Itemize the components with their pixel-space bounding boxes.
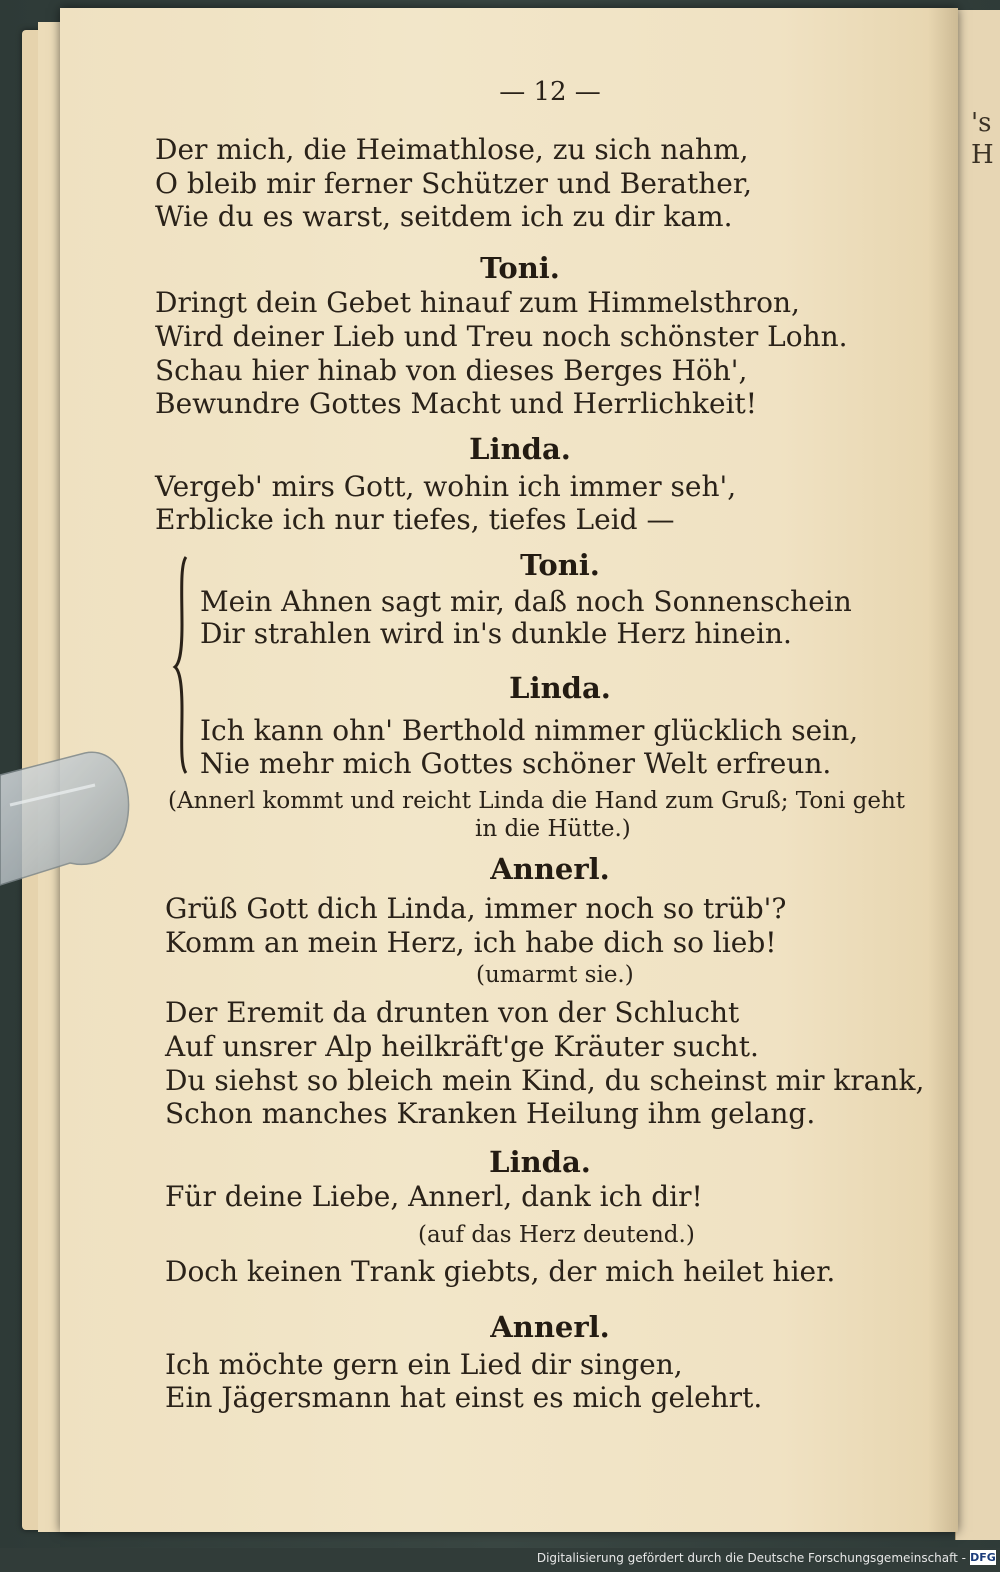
verse-line: Nie mehr mich Gottes schöner Welt erfreun. (200, 747, 832, 780)
speaker-heading: Linda. (469, 432, 571, 466)
verse-line: O bleib mir ferner Schützer und Berather, (155, 167, 753, 200)
stage-direction: in die Hütte.) (475, 816, 631, 842)
verse-line: Wird deiner Lieb und Treu noch schönster Lohn. (155, 320, 848, 353)
verse-line: Schau hier hinab von dieses Berges Höh', (155, 354, 748, 387)
speaker-heading: Toni. (480, 251, 560, 285)
page-number: — 12 — (499, 77, 601, 107)
verse-line: Mein Ahnen sagt mir, daß noch Sonnenschein (200, 585, 852, 618)
verse-line: Dringt dein Gebet hinauf zum Himmelsthron, (155, 286, 800, 319)
verse-line: Ein Jägersmann hat einst es mich gelehrt. (165, 1381, 763, 1414)
speaker-heading: Linda. (489, 1145, 591, 1179)
stage-direction: (auf das Herz deutend.) (418, 1222, 695, 1248)
funding-notice: Digitalisierung gefördert durch die Deutsche Forschungsgemeinschaft - (536, 1551, 966, 1565)
adjacent-page-fragment: H (971, 140, 994, 170)
speaker-heading: Linda. (509, 671, 611, 705)
verse-line: Der mich, die Heimathlose, zu sich nahm, (155, 133, 749, 166)
verse-line: Dir strahlen wird in's dunkle Herz hinein. (200, 617, 792, 650)
verse-line: Doch keinen Trank giebts, der mich heilet hier. (165, 1255, 836, 1288)
dfg-logo: DFG (970, 1551, 996, 1564)
verse-line: Für deine Liebe, Annerl, dank ich dir! (165, 1180, 703, 1213)
verse-line: Komm an mein Herz, ich habe dich so lieb! (165, 926, 777, 959)
speaker-heading: Annerl. (490, 1310, 610, 1344)
adjacent-page-fragment: 's (971, 108, 992, 138)
verse-line: Wie du es warst, seitdem ich zu dir kam. (155, 200, 733, 233)
verse-line: Vergeb' mirs Gott, wohin ich immer seh', (155, 470, 737, 503)
stage-direction: (umarmt sie.) (476, 962, 634, 988)
adjacent-page (955, 10, 1000, 1540)
stage-direction: (Annerl kommt und reicht Linda die Hand zum Gruß; Toni geht (168, 788, 906, 814)
verse-line: Grüß Gott dich Linda, immer noch so trüb'? (165, 892, 787, 925)
duet-brace (172, 555, 196, 775)
verse-line: Bewundre Gottes Macht und Herrlichkeit! (155, 387, 758, 420)
verse-line: Du siehst so bleich mein Kind, du scheinst mir krank, (165, 1064, 925, 1097)
page-clip (0, 745, 132, 895)
speaker-heading: Toni. (520, 548, 600, 582)
verse-line: Ich möchte gern ein Lied dir singen, (165, 1348, 683, 1381)
verse-line: Schon manches Kranken Heilung ihm gelang. (165, 1097, 816, 1130)
verse-line: Erblicke ich nur tiefes, tiefes Leid — (155, 503, 675, 536)
verse-line: Ich kann ohn' Berthold nimmer glücklich sein, (200, 714, 859, 747)
verse-line: Auf unsrer Alp heilkräft'ge Kräuter sucht. (165, 1030, 759, 1063)
verse-line: Der Eremit da drunten von der Schlucht (165, 996, 740, 1029)
speaker-heading: Annerl. (490, 852, 610, 886)
